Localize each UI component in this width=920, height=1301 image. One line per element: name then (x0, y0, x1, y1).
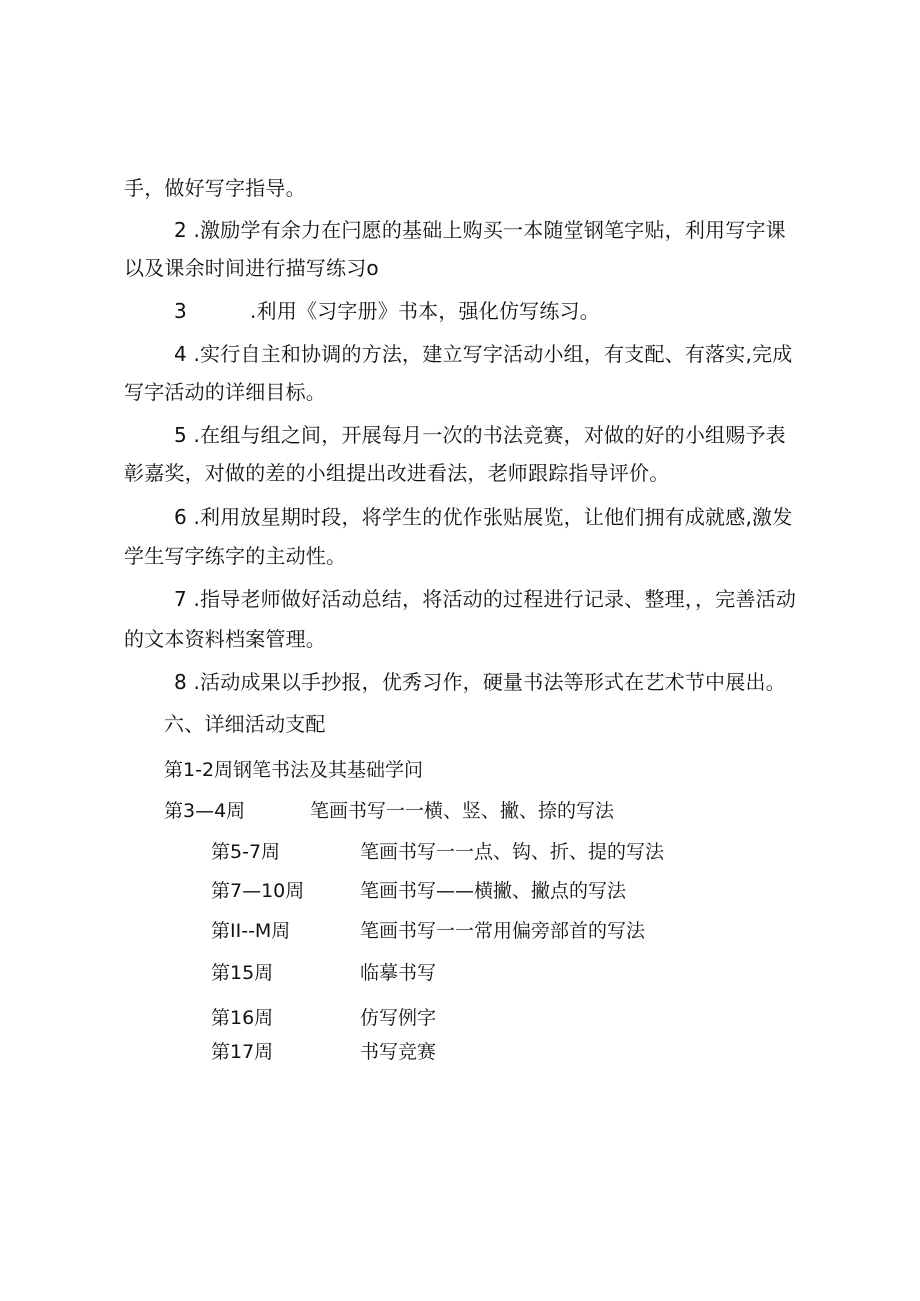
item-number: 8 (174, 670, 187, 694)
item-number: 3 (174, 299, 187, 323)
schedule-week: 第16周 (211, 1007, 274, 1029)
schedule-content: 笔画书写一一常用偏旁部首的写法 (360, 920, 646, 942)
item-number: 6 (174, 505, 187, 529)
paragraph-line: 学生写字练字的主动性。 (124, 544, 347, 568)
schedule-week: 第15周 (211, 962, 274, 984)
list-item-8: 8 .活动成果以手抄报，优秀习作，硬量书法等形式在艺术节中展出。 (174, 670, 786, 694)
item-number: 7 (174, 587, 187, 611)
paragraph-line: 以及课余时间进行描写练习o (124, 256, 379, 280)
paragraph-line: 手，做好写字指导。 (124, 176, 306, 200)
list-item-6: 6 .利用放星期时段，将学生的优作张贴展览，让他们拥有成就感,激发 (174, 505, 793, 529)
section-title: 六、详细活动支配 (164, 712, 326, 736)
schedule-content: 笔画书写一一点、钩、折、提的写法 (360, 841, 665, 863)
item-number: 2 (174, 218, 187, 242)
list-item-2: 2 .激励学有余力在闩愿的基础上购买一本随堂钢笔字贴，利用写字课 (174, 218, 786, 242)
item-number: 5 (174, 423, 187, 447)
list-item-7: 7 .指导老师做好活动总结，将活动的过程进行记录、整理，，完善活动 (174, 587, 797, 611)
paragraph-line: 写字活动的详细目标。 (124, 380, 326, 404)
schedule-week: 第7—10周 (211, 880, 305, 902)
schedule-content: 书写竞赛 (360, 1041, 437, 1063)
paragraph-line: 的文本资料档案管理。 (124, 627, 326, 651)
schedule-week: 第3—4周 (164, 800, 246, 822)
schedule-content: 临摹书写 (360, 962, 437, 984)
paragraph-line: 彰嘉奖，对做的差的小组提出改进看法，老师跟踪指导评价。 (124, 461, 670, 485)
schedule-row (164, 758, 423, 782)
schedule-week: 第1-2周钢笔书法及其基础学问 (164, 759, 424, 781)
schedule-content: 笔画书写——横撇、撇点的写法 (360, 880, 627, 902)
schedule-content: 笔画书写一一横、竖、撇、捺的写法 (310, 800, 615, 822)
schedule-row (164, 799, 245, 823)
list-item-4: 4 .实行自主和协调的方法，建立写字活动小组，有支配、有落实,完成 (174, 342, 793, 366)
schedule-week: 第17周 (211, 1041, 274, 1063)
schedule-week: 第5-7周 (211, 841, 281, 863)
item-number: 4 (174, 342, 187, 366)
schedule-week: 第II--M周 (211, 920, 291, 942)
list-item-5: 5 .在组与组之间，开展每月一次的书法竞赛，对做的好的小组赐予表 (174, 423, 786, 447)
schedule-content: 仿写例字 (360, 1007, 437, 1029)
list-item-3: 3 .利用《习字册》书本，强化仿写练习。 (174, 299, 600, 323)
